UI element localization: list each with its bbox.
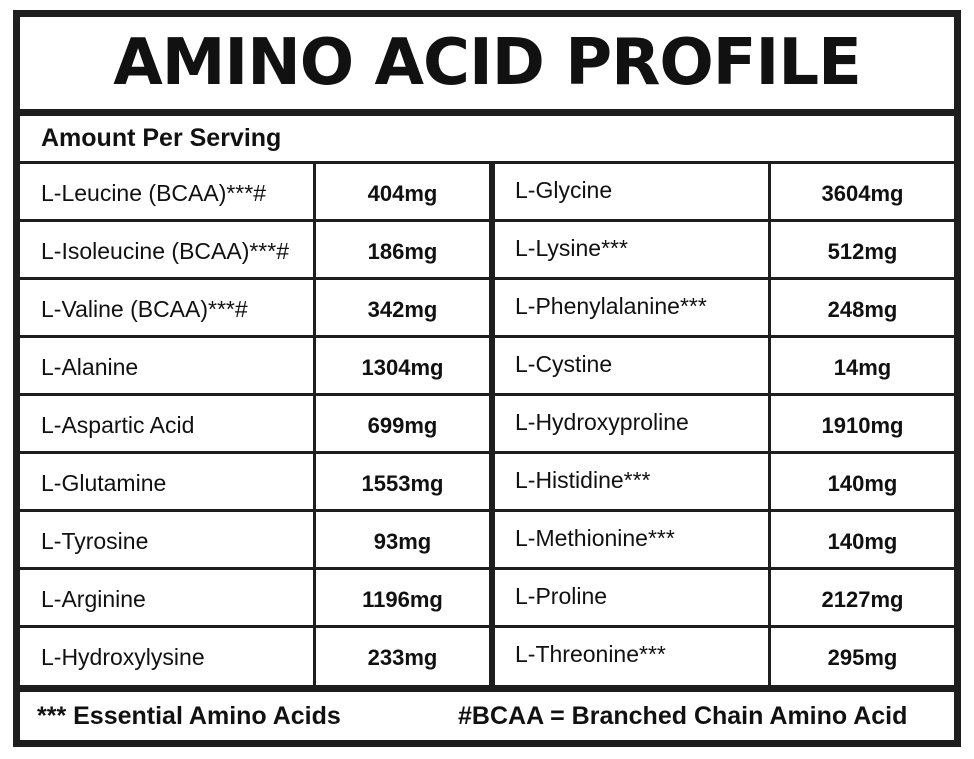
right-acid-amount: 140mg [827,528,898,554]
bcaa-note: #BCAA = Branched Chain Amino Acid [458,701,908,730]
left-acid-amount: 1304mg [361,354,444,380]
left-acid-amount: 233mg [367,644,438,670]
right-acid-name: L-Phenylalanine*** [515,293,707,319]
left-acid-name: L-Glutamine [41,470,167,496]
left-acid-amount: 93mg [373,528,432,554]
essential-note: *** Essential Amino Acids [37,701,341,730]
left-acid-name: L-Valine (BCAA)***# [41,296,248,322]
column-divider [492,161,495,685]
panel-title: AMINO ACID PROFILE [113,26,861,100]
left-acid-amount: 342mg [367,296,438,322]
right-acid-amount: 14mg [833,354,892,380]
right-acid-name: L-Hydroxyproline [515,409,689,435]
right-acid-name: L-Cystine [515,351,613,377]
left-acid-amount: 1553mg [361,470,444,496]
right-acid-amount: 248mg [827,296,898,322]
right-acid-amount: 1910mg [821,412,904,438]
left-acid-amount: 699mg [367,412,438,438]
left-acid-amount: 404mg [367,180,438,206]
left-acid-name: L-Hydroxylysine [41,644,205,670]
amino-acid-panel [13,10,961,747]
left-acid-name: L-Arginine [41,586,146,612]
left-acid-name: L-Tyrosine [41,528,149,554]
left-acid-name: L-Aspartic Acid [41,412,195,438]
left-acid-name: L-Leucine (BCAA)***# [41,180,267,206]
right-acid-name: L-Lysine*** [515,235,628,261]
right-acid-name: L-Proline [515,583,608,609]
right-acid-name: L-Glycine [515,177,613,203]
right-acid-amount: 512mg [827,238,898,264]
right-acid-amount: 3604mg [821,180,904,206]
left-acid-name: L-Isoleucine (BCAA)***# [41,238,290,264]
left-acid-name: L-Alanine [41,354,139,380]
right-acid-amount: 295mg [827,644,898,670]
left-acid-amount: 1196mg [362,586,443,612]
right-acid-name: L-Threonine*** [515,641,666,667]
serving-label: Amount Per Serving [41,124,282,152]
right-acid-name: L-Methionine*** [515,525,675,551]
left-acid-amount: 186mg [367,238,438,264]
title-divider [20,109,954,116]
right-acid-amount: 140mg [827,470,898,496]
amino-acid-table [20,161,954,685]
right-acid-name: L-Histidine*** [515,467,651,493]
footer-divider [20,685,954,692]
right-acid-amount: 2127mg [821,586,904,612]
row-divider [20,161,954,164]
